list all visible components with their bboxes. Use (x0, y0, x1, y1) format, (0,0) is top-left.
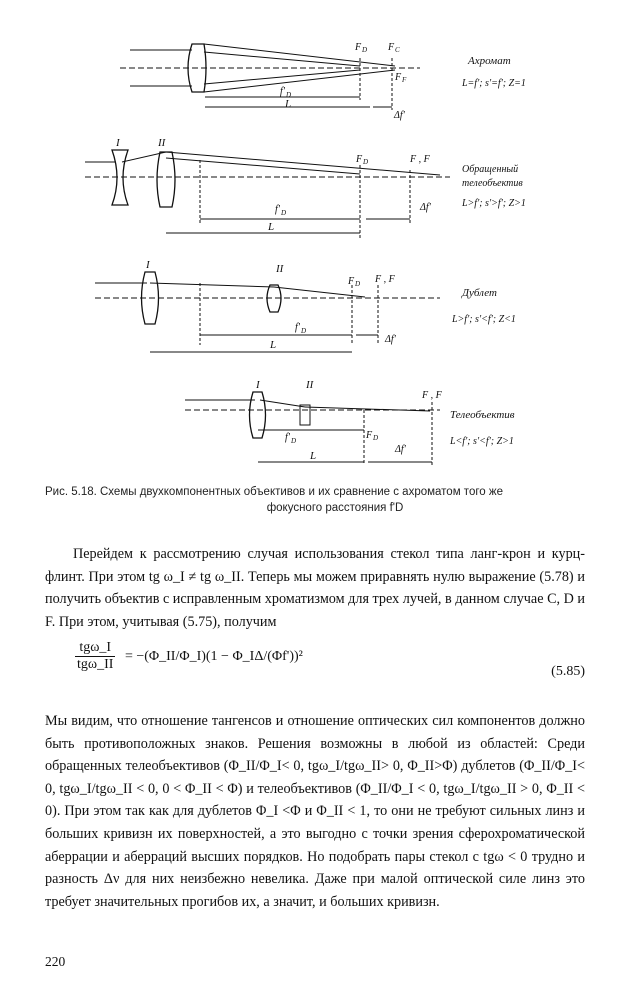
equation-5-85 (75, 640, 585, 702)
diagram-achromat (120, 44, 420, 110)
label-df-4: Δf' (395, 444, 406, 455)
page-number: 220 (45, 954, 66, 969)
label-ff-1-sub: F (402, 76, 407, 84)
label-fd-1: F (355, 42, 362, 53)
cond-doublet: L>f'; s'<f'; Z<1 (452, 314, 516, 325)
label-fprime-1: f' (280, 86, 285, 97)
optical-schemes-diagram (0, 0, 623, 475)
cond-inverted-telephoto: L>f'; s'>f'; Z>1 (462, 198, 526, 209)
cond-achromat: L=f'; s'=f'; Z=1 (462, 78, 526, 89)
name-inverted-telephoto: Обращенный (462, 164, 519, 175)
label-fprime-1-sub: D (286, 91, 292, 99)
label-fprime-3: f' (295, 322, 300, 333)
equation-lhs (75, 640, 115, 673)
label-df-1: Δf' (394, 110, 405, 121)
label-fd-4: F (366, 430, 373, 441)
lens-label-II-2: II (158, 137, 166, 149)
label-fprime-2: f' (275, 204, 280, 215)
label-L-2: L (268, 221, 275, 233)
label-L-4: L (310, 450, 317, 462)
equation-number: (5.85) (551, 664, 585, 679)
figure-5-18 (0, 0, 623, 475)
label-df-3: Δf' (385, 334, 396, 345)
label-fprime-2-sub: D (281, 209, 287, 217)
caption-line-1: Рис. 5.18. Схемы двухкомпонентных объективов и их сравнение с ахроматом того же (45, 486, 503, 498)
label-fd-2-sub: D (363, 158, 369, 166)
name-achromat: Ахромат (468, 55, 511, 67)
cond-telephoto: L<f'; s'<f'; Z>1 (450, 436, 514, 447)
lens-label-I-3: I (146, 259, 150, 271)
label-fcff-2: F , F (410, 154, 430, 165)
lens-label-II-3: II (276, 263, 284, 275)
name-inverted-telephoto-2: телеобъектив (462, 178, 523, 189)
label-df-2: Δf' (420, 202, 431, 213)
name-telephoto: Телеобъектив (450, 409, 515, 421)
label-fprime-4-sub: D (291, 437, 297, 445)
label-fc-1: F (388, 42, 395, 53)
figure-caption (45, 484, 585, 516)
label-fd-2: F (356, 154, 363, 165)
name-doublet: Дублет (462, 287, 497, 299)
label-fd-1-sub: D (362, 46, 368, 54)
paragraph-1: Перейдем к рассмотрению случая использования стекол типа ланг-крон и курц-флинт. При этом tg ω_I ≠ tg ω_II. Теперь мы можем приравнять нулю выражение (5.78) и получить объектив с исправленным хроматизмом для трех лучей, в данном случае C, D и F. При этом, учитывая (5.75), получим (45, 546, 586, 630)
lens-label-II-4: II (306, 379, 314, 391)
label-fd-3: F (348, 276, 355, 287)
label-fc-1-sub: C (395, 46, 400, 54)
label-fcff-4: F , F (422, 390, 442, 401)
equation-lhs-den: tgω_II (77, 657, 114, 672)
label-fd-3-sub: D (355, 280, 361, 288)
equation-lhs-num: tgω_I (75, 640, 115, 657)
lens-label-I-4: I (256, 379, 260, 391)
lens-label-I-2: I (116, 137, 120, 149)
paragraph-2: Мы видим, что отношение тангенсов и отношение оптических сил компонентов должно быть противоположных знаков. Решения возможны в любой из областей: Среди обращенных телеобъективов (Φ_II/Φ_I< 0, tgω_I/tgω_II> 0, Φ_II>Φ) дублетов (Φ_II/Φ_I< 0, tgω_I/tgω_II < 0, 0 < Φ_II < Φ) и телеобъективов (Φ_II/Φ_I < 0, tgω_I/tgω_II > 0, Φ_II < 0). При этом так как для дублетов Φ_I <Φ и Φ_II < 1, то они не требуют сильных линз и больших кривизн их поверхностей, а это выгодно с точки зрения сферохроматической аберрации и аберраций высших порядков. Но подобрать пары стекол с tgω < 0 трудно и разность Δν для них неизбежно невелика. Даже при малой оптической силе линз это требует значительных прогибов их, а значит, и больших кривизн. (45, 713, 585, 910)
label-ff-1: F (395, 72, 402, 83)
equation-rhs: = −(Φ_II/Φ_I)(1 − Φ_IΔ/(Φf'))² (124, 648, 303, 664)
label-fd-4-sub: D (373, 434, 379, 442)
label-fprime-3-sub: D (301, 327, 307, 335)
label-fcff-3: F , F (375, 274, 395, 285)
label-L-1: L (285, 98, 292, 110)
label-L-3: L (270, 339, 277, 351)
label-fprime-4: f' (285, 432, 290, 443)
caption-line-2: фокусного расстояния f'D (266, 502, 404, 514)
